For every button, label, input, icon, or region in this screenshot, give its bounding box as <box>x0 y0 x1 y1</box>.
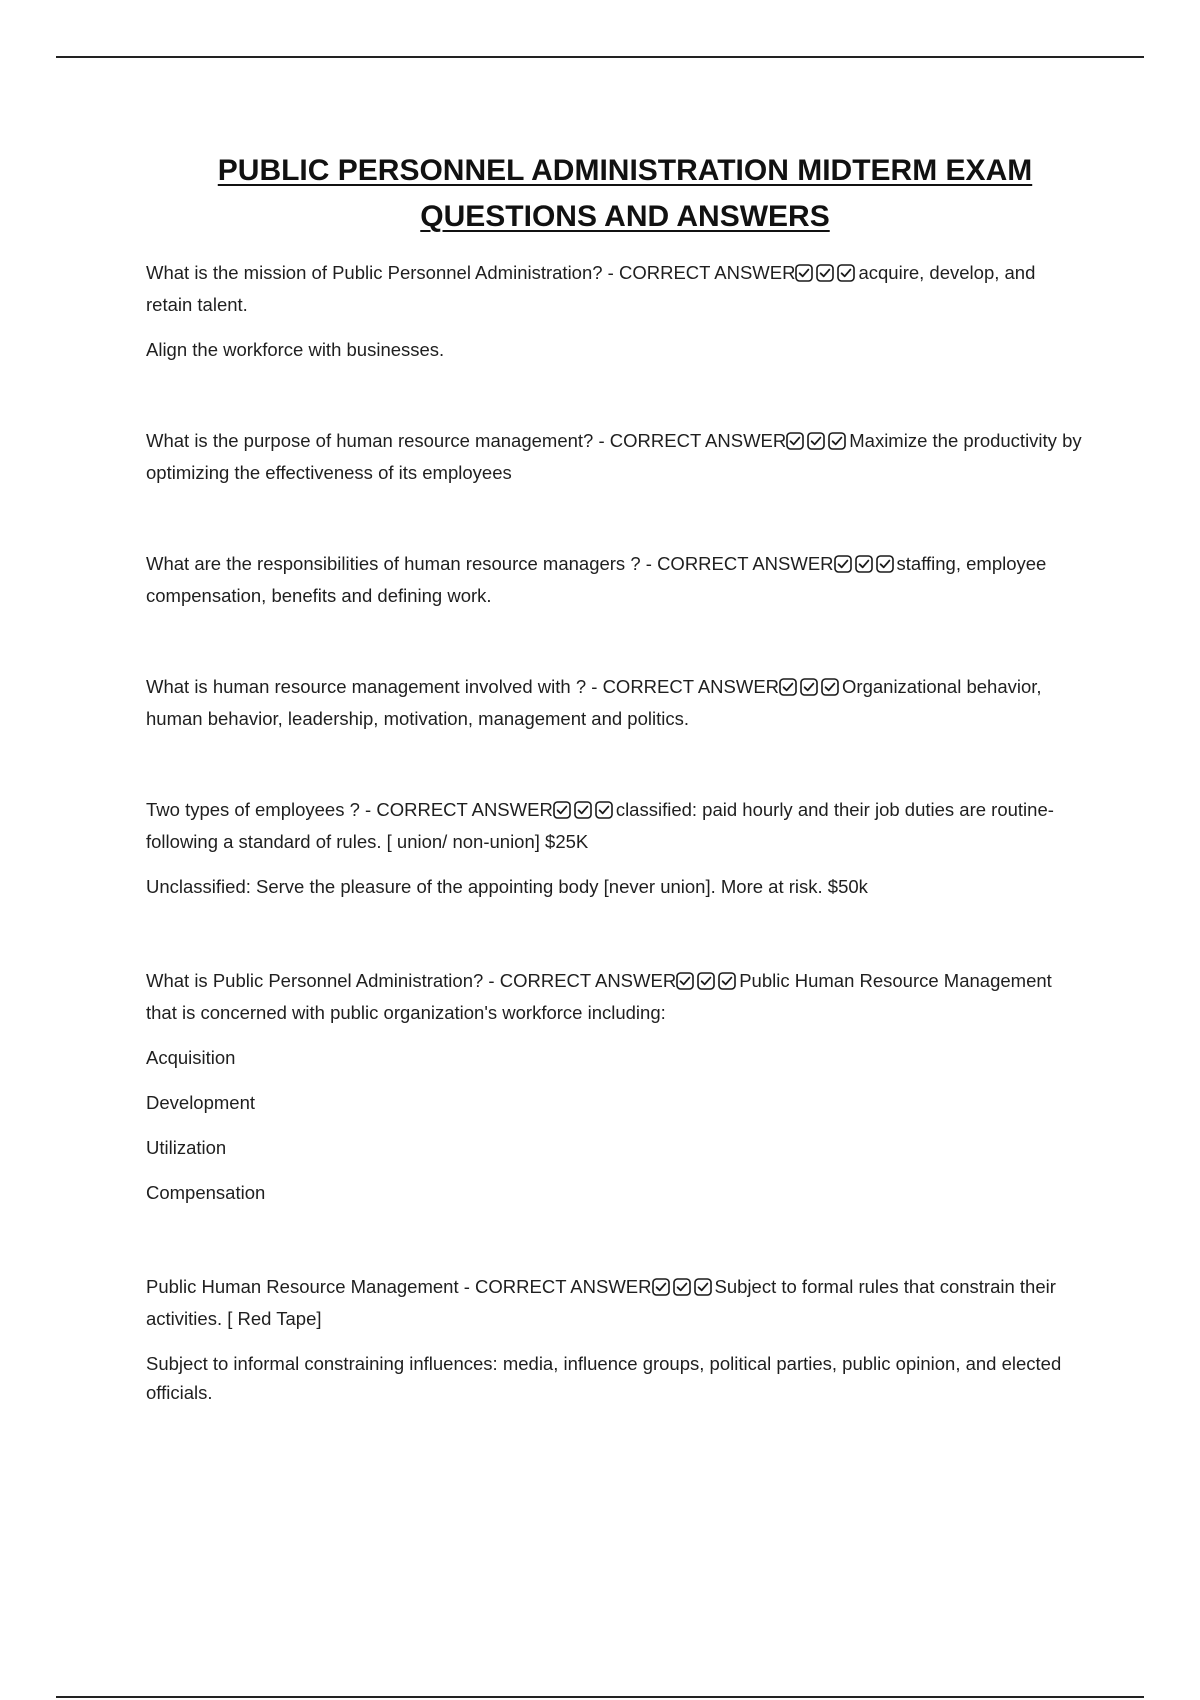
answer-text: Organizational behavior, human behavior, leadership, motivation, management and politics. <box>146 676 1042 729</box>
checkbox-checked-icon <box>821 678 839 696</box>
qa-block-5 <box>146 795 1086 917</box>
answer-checkmarks <box>779 675 842 704</box>
answer-continuation: Unclassified: Serve the pleasure of the appointing body [never union]. More at risk. $50k <box>146 876 868 897</box>
answer-checkmarks <box>795 261 858 290</box>
checkbox-checked-icon <box>795 264 813 282</box>
qa-question-paragraph <box>146 966 1086 1027</box>
question-text: What is Public Personnel Administration? - <box>146 970 500 991</box>
qa-block-7 <box>146 1272 1086 1423</box>
checkbox-checked-icon <box>553 801 571 819</box>
answer-checkmarks <box>676 969 739 998</box>
checkbox-checked-icon <box>779 678 797 696</box>
checkbox-checked-icon <box>828 432 846 450</box>
checkbox-checked-icon <box>694 1278 712 1296</box>
answer-continuation: Subject to informal constraining influences: media, influence groups, political parties, public opinion, and elected officials. <box>146 1353 1062 1403</box>
checkbox-checked-icon <box>800 678 818 696</box>
answer-marker: CORRECT ANSWER <box>657 553 834 574</box>
checkbox-checked-icon <box>855 555 873 573</box>
qa-block-6 <box>146 966 1086 1223</box>
page-title-line-2: QUESTIONS AND ANSWERS <box>420 200 830 233</box>
checkbox-checked-icon <box>595 801 613 819</box>
question-text: What are the responsibilities of human resource managers ? - <box>146 553 658 574</box>
page-title <box>120 148 1130 240</box>
qa-question-paragraph <box>146 672 1086 733</box>
answer-text: classified: paid hourly and their job duties are routine- following a standard of rules. [ union/ non-union] $25K <box>146 799 1054 852</box>
answer-list-item: Development <box>146 1092 256 1113</box>
checkbox-checked-icon <box>816 264 834 282</box>
answer-text: Public Human Resource Management that is concerned with public organization's workforce including: <box>146 970 1052 1023</box>
answer-checkmarks <box>786 429 849 458</box>
page-title-line-1: PUBLIC PERSONNEL ADMINISTRATION MIDTERM EXAM <box>217 154 1033 187</box>
qa-block-4 <box>146 672 1086 749</box>
qa-block-1 <box>146 258 1086 380</box>
answer-continuation: Align the workforce with businesses. <box>146 339 445 360</box>
answer-text: Maximize the productivity by optimizing the effectiveness of its employees <box>146 430 1082 483</box>
answer-marker: CORRECT ANSWER <box>602 676 780 697</box>
checkbox-checked-icon <box>697 972 715 990</box>
answer-marker: CORRECT ANSWER <box>475 1276 652 1297</box>
checkbox-checked-icon <box>807 432 825 450</box>
qa-question-paragraph <box>146 549 1086 610</box>
question-text: Two types of employees ? - <box>146 799 377 820</box>
answer-marker: CORRECT ANSWER <box>609 430 787 451</box>
answer-checkmarks <box>652 1275 715 1304</box>
answer-text: acquire, develop, and retain talent. <box>146 262 1036 315</box>
qa-question-paragraph <box>146 426 1086 487</box>
question-text: What is the mission of Public Personnel Administration? - <box>146 262 619 283</box>
footer-rule <box>56 1696 1144 1698</box>
checkbox-checked-icon <box>837 264 855 282</box>
answer-text: Subject to formal rules that constrain their activities. [ Red Tape] <box>146 1276 1056 1329</box>
checkbox-checked-icon <box>673 1278 691 1296</box>
header-rule <box>56 56 1144 58</box>
question-text: What is the purpose of human resource management? - <box>146 430 610 451</box>
answer-marker: CORRECT ANSWER <box>619 262 796 283</box>
answer-checkmarks <box>553 798 616 827</box>
checkbox-checked-icon <box>834 555 852 573</box>
answer-list-item: Utilization <box>146 1137 227 1158</box>
answer-list-item: Acquisition <box>146 1047 236 1068</box>
answer-checkmarks <box>834 552 897 581</box>
qa-block-3 <box>146 549 1086 626</box>
answer-marker: CORRECT ANSWER <box>499 970 677 991</box>
checkbox-checked-icon <box>786 432 804 450</box>
checkbox-checked-icon <box>574 801 592 819</box>
question-text: What is human resource management involved with ? - <box>146 676 603 697</box>
qa-block-2 <box>146 426 1086 503</box>
qa-question-paragraph <box>146 1272 1086 1333</box>
answer-list-item: Compensation <box>146 1182 266 1203</box>
question-text: Public Human Resource Management - <box>146 1276 476 1297</box>
checkbox-checked-icon <box>652 1278 670 1296</box>
checkbox-checked-icon <box>876 555 894 573</box>
checkbox-checked-icon <box>718 972 736 990</box>
answer-marker: CORRECT ANSWER <box>376 799 553 820</box>
checkbox-checked-icon <box>676 972 694 990</box>
qa-question-paragraph <box>146 258 1086 319</box>
answer-text: staffing, employee compensation, benefits and defining work. <box>146 553 1047 606</box>
qa-question-paragraph <box>146 795 1086 856</box>
